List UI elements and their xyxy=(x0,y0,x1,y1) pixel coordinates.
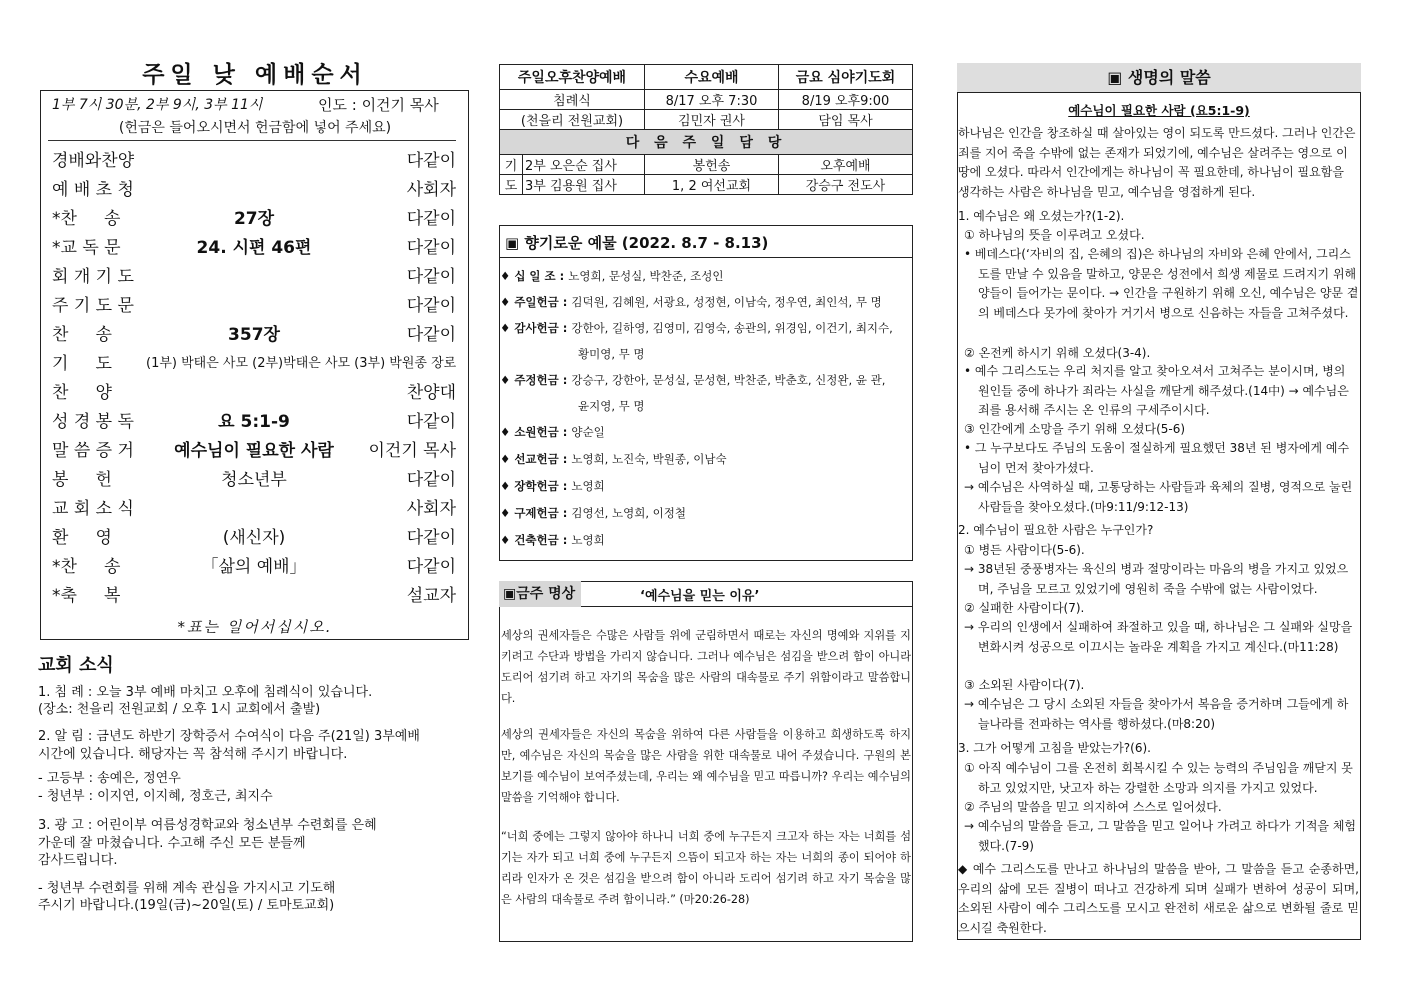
order-performer: 다같이 xyxy=(406,557,456,577)
point-1b-body: • 예수 그리스도는 우리 처지를 알고 찾아오셔서 고쳐주는 분이시며, 병의 원인들 중에 하나가 죄라는 사실을 깨닫게 해주셨다.(14中) → 예수님은 죄를 용서해 주시는 온 인류의 구세주이시다. xyxy=(964,364,1349,417)
prayer-detail: (1부) 박태은 사모 (2부)박태은 사모 (3부) 박원종 장로 xyxy=(146,356,457,371)
order-label: 예 배 초 청 xyxy=(52,180,134,200)
point-2b: ② 실패한 사람이다(7). xyxy=(964,601,1085,615)
header-afternoon-service: 주일오후찬양예배 xyxy=(500,65,645,90)
news-line: (장소: 천을리 전원교회 / 오후 1시 교회에서 출발) xyxy=(38,702,321,717)
meditation-scripture: “너희 중에는 그렇지 않아야 하나니 너희 중에 누구든지 크고자 하는 자는 너희를 섬기는 자가 되고 너희 중에 누구든지 으뜸이 되고자 하는 자는 너희의 종이 되어야 하리라 인자가 온 것은 섬김을 받으려 함이 아니라 도리어 섬기려 하고 자기 목숨을 많은 사람의 대속물로 주려 함이니라.” (마20:26-28) xyxy=(501,830,911,906)
order-row xyxy=(52,262,456,290)
offering-song-label: 봉헌송 xyxy=(645,155,779,175)
order-performer: 다같이 xyxy=(406,296,456,316)
offering-row: ♦ 주일헌금 : 김덕원, 김혜원, 서광요, 성정현, 이남숙, 정우연, 최인석, 무 명 xyxy=(500,295,882,309)
next-week-duty-header: 다 음 주 일 담 당 xyxy=(500,130,913,155)
offering-row: 황미영, 무 명 xyxy=(578,347,645,361)
offering-row: ♦ 구제헌금 : 김영선, 노영희, 이정철 xyxy=(500,506,686,520)
section-1-title: 1. 예수님은 왜 오셨는가?(1-2). xyxy=(958,209,1125,223)
order-divider xyxy=(48,140,456,141)
order-label: 경배와찬양 xyxy=(52,151,135,171)
worship-order-title: 주일 낮 예배순서 xyxy=(142,62,368,88)
news-line: - 고등부 : 송예은, 정연우 xyxy=(38,771,181,786)
news-line: 1. 침 례 : 오늘 3부 예배 마치고 오후에 침례식이 있습니다. xyxy=(38,685,373,700)
order-performer: 다같이 xyxy=(406,412,456,432)
order-performer: 설교자 xyxy=(406,586,456,606)
section-3-title: 3. 그가 어떻게 고침을 받았는가?(6). xyxy=(958,741,1151,755)
offering-row: 윤지영, 무 명 xyxy=(578,399,645,413)
order-row xyxy=(52,494,456,522)
offering-row: ♦ 십 일 조 : 노영희, 문성실, 박찬준, 조성인 xyxy=(500,269,724,283)
point-1a: ① 하나님의 뜻을 이루려고 오셨다. xyxy=(964,228,1145,242)
order-label: 주 기 도 문 xyxy=(52,296,134,316)
news-line: 감사드립니다. xyxy=(38,853,118,868)
news-line: - 청년부 : 이지연, 이지혜, 정호근, 최지수 xyxy=(38,789,273,804)
point-3b: ② 주님의 말씀을 믿고 의지하여 스스로 일어섰다. xyxy=(964,800,1222,814)
offering-row: ♦ 주정헌금 : 강승구, 강한아, 문성실, 문성현, 박찬준, 박춘호, 신정완, 윤 관, xyxy=(500,373,886,387)
order-performer: 다같이 xyxy=(406,209,456,229)
news-line: - 청년부 수련회를 위해 계속 관심을 가지시고 기도해 xyxy=(38,881,336,896)
point-2c: ③ 소외된 사람이다(7). xyxy=(964,678,1085,692)
point-1a-body: • 베데스다(‘자비의 집, 은혜의 집)은 하나님의 자비와 은혜 안에서, 그리스도를 만날 수 있음을 말하고, 양문은 성전에서 희생 제물로 드려지기 위해 양들이 들어가는 문이다. → 인간을 구원하기 위해 오신, 예수님은 양문 곁의 베데스다 못가에 찾아가 거기서 병으로 신음하는 자들을 고쳐주셨다. xyxy=(964,247,1359,320)
point-2a: ① 병든 사람이다(5-6). xyxy=(964,543,1085,557)
offering-row: ♦ 감사헌금 : 강한아, 길하영, 김영미, 김영숙, 송관의, 위경임, 이건기, 최지수, xyxy=(500,321,893,335)
order-item: 요 5:1-9 xyxy=(218,412,290,432)
order-performer: 다같이 xyxy=(406,528,456,548)
order-row xyxy=(52,233,456,261)
point-2a-body: → 38년된 중풍병자는 육신의 병과 절망이라는 마음의 병을 가지고 있었으며, 주님을 모르고 있었기에 영원히 죽을 수밖에 없는 사람이었다. xyxy=(964,562,1349,596)
order-row xyxy=(52,175,456,203)
meditation-paragraph: 세상의 권세자들은 수많은 사람들 위에 군림하면서 때로는 자신의 명예와 지위를 지키려고 수단과 방법을 가리지 않습니다. 그러나 예수님은 섬김을 받으려 함이 아니라 도리어 섬기려 하고 자기의 목숨을 많은 사람의 대속물로 주기 위함이라고 말씀합니다. xyxy=(501,629,911,705)
order-row xyxy=(52,349,456,377)
offering-row: ♦ 소원헌금 : 양순일 xyxy=(500,425,605,439)
meditation-title: ‘예수님을 믿는 이유’ xyxy=(640,589,760,604)
wednesday-service-leader: 김민자 권사 xyxy=(645,110,779,130)
order-label: *축 복 xyxy=(52,586,121,606)
order-item: 27장 xyxy=(233,209,275,229)
news-line: 가운데 잘 마쳤습니다. 수고해 주신 모든 분들께 xyxy=(38,836,306,851)
order-performer: 다같이 xyxy=(406,151,456,171)
point-1c: ③ 인간에게 소망을 주기 위해 오셨다(5-6) xyxy=(964,422,1186,436)
point-3a: ① 아직 예수님이 그를 온전히 회복시킬 수 있는 능력의 주님임을 깨닫지 못하고 있었지만, 낫고자 하는 강렬한 소망과 의지를 가지고 있었다. xyxy=(964,761,1353,795)
offerings-title: ▣ 향기로운 예물 (2022. 8.7 - 8.13) xyxy=(505,234,769,252)
service-times: 1부 7시 30분, 2부 9시, 3부 11시 xyxy=(52,97,263,113)
order-label: 교 회 소 식 xyxy=(52,499,134,519)
sermon-subtitle: 예수님이 필요한 사람 (요5:1-9) xyxy=(1068,103,1250,118)
offering-row: ♦ 선교헌금 : 노영희, 노진숙, 박원종, 이남숙 xyxy=(500,452,727,466)
order-performer: 사회자 xyxy=(406,499,456,519)
order-performer: 다같이 xyxy=(406,325,456,345)
order-row xyxy=(52,465,456,493)
order-label: *찬 송 xyxy=(52,209,121,229)
afternoon-service-place: (천을리 전원교회) xyxy=(500,110,645,130)
offering-song-team: 1, 2 여선교회 xyxy=(645,175,779,195)
order-label: *교 독 문 xyxy=(52,238,121,258)
service-leader: 인도 : 이건기 목사 xyxy=(318,96,439,114)
point-2b-body: → 우리의 인생에서 실패하여 좌절하고 있을 때, 하나님은 그 실패와 실망을 변화시켜 성공으로 이끄시는 놀라운 계획을 가지고 계신다.(마11:28) xyxy=(964,620,1353,654)
order-row xyxy=(52,204,456,232)
church-news-heading: 교회 소식 xyxy=(38,655,114,676)
friday-prayer-time: 8/19 오후9:00 xyxy=(779,90,913,110)
order-item: 청소년부 xyxy=(221,470,287,490)
news-line: 2. 알 림 : 금년도 하반기 장학증서 수여식이 다음 주(21일) 3부예배 xyxy=(38,729,420,744)
order-item: 24. 시편 46편 xyxy=(196,238,312,258)
duty-2nd-service: 2부 오은순 집사 xyxy=(523,155,645,175)
duty-3rd-service: 3부 김용원 집사 xyxy=(523,175,645,195)
order-row xyxy=(52,436,456,464)
order-row xyxy=(52,407,456,435)
point-1b: ② 온전케 하시기 위해 오셨다(3-4). xyxy=(964,346,1151,360)
meditation-label: ▣금주 명상 xyxy=(499,581,581,607)
point-2c-body: → 예수님은 그 당시 소외된 자들을 찾아가서 복음을 증거하며 그들에게 하늘나라를 전파하는 역사를 행하셨다.(마8:20) xyxy=(964,697,1349,731)
offering-row: ♦ 건축헌금 : 노영희 xyxy=(500,533,605,547)
order-item: 「삶의 예배」 xyxy=(201,557,307,577)
sermon-closing: ◆ 예수 그리스도를 만나고 하나님의 말씀을 받아, 그 말씀을 듣고 순종하면, 우리의 삶에 모든 질병이 떠나고 건강하게 되며 실패가 변하여 성공이 되며, 소외된 사람이 예수 그리스도를 모시고 완전히 새로운 삶으로 변화될 줄로 믿으시길 축원한다. xyxy=(958,862,1359,935)
word-of-life-heading: ▣ 생명의 말씀 xyxy=(957,63,1361,93)
order-item: 357장 xyxy=(228,325,280,345)
offering-note: (헌금은 들어오시면서 헌금함에 넣어 주세요) xyxy=(118,120,392,136)
order-label: 환 영 xyxy=(52,528,112,548)
friday-prayer-leader: 담임 목사 xyxy=(779,110,913,130)
point-3b-body: → 예수님의 말씀을 듣고, 그 말씀을 믿고 일어나 가려고 하다가 기적을 체험했다.(7-9) xyxy=(964,819,1356,853)
order-label: *찬 송 xyxy=(52,557,121,577)
order-row xyxy=(52,378,456,406)
order-item: (새신자) xyxy=(222,528,286,548)
order-label: 찬 송 xyxy=(52,325,112,345)
sermon-title: 예수님이 필요한 사람 xyxy=(174,441,334,461)
news-line: 3. 광 고 : 어린이부 여름성경학교와 청소년부 수련회를 은혜 xyxy=(38,818,377,833)
order-row xyxy=(52,523,456,551)
order-label: 회 개 기 도 xyxy=(52,267,134,287)
order-row xyxy=(52,581,456,609)
header-friday-prayer: 금요 심야기도회 xyxy=(779,65,913,90)
order-row xyxy=(52,552,456,580)
stand-note: *표는 일어서십시오. xyxy=(177,618,333,636)
order-label: 찬 양 xyxy=(52,383,112,403)
sermon-intro: 하나님은 인간을 창조하실 때 살아있는 영이 되도록 만드셨다. 그러나 인간은 죄를 지어 죽을 수밖에 없는 존재가 되었기에, 예수님은 살려주는 영으로 이땅에 오셨다. 따라서 인간에게는 하나님이 꼭 필요한데, 하나님이 필요함을 생각하는 사람은 하나님을 믿고, 예수님을 영접하게 된다. xyxy=(958,126,1356,199)
order-performer: 이건기 목사 xyxy=(368,441,456,461)
order-performer: 찬양대 xyxy=(406,383,456,403)
order-row xyxy=(52,291,456,319)
order-label: 기 도 xyxy=(52,354,112,374)
services-table xyxy=(499,64,913,195)
news-line: 시간에 있습니다. 해당자는 꼭 참석해 주시기 바랍니다. xyxy=(38,747,348,762)
wednesday-service-time: 8/17 오후 7:30 xyxy=(645,90,779,110)
order-performer: 다같이 xyxy=(406,267,456,287)
order-label: 말 씀 증 거 xyxy=(52,441,134,461)
order-label: 봉 헌 xyxy=(52,470,112,490)
section-2-title: 2. 예수님이 필요한 사람은 누구인가? xyxy=(958,523,1154,537)
offering-row: ♦ 장학헌금 : 노영희 xyxy=(500,479,605,493)
order-performer: 다같이 xyxy=(406,238,456,258)
afternoon-service-event: 침례식 xyxy=(500,90,645,110)
prayer-label: 도 xyxy=(500,175,523,195)
meditation-paragraph: 세상의 권세자들은 자신의 목숨을 위하여 다른 사람들을 이용하고 희생하도록 하지만, 예수님은 자신의 목숨을 많은 사람을 위한 대속물로 내어 주셨습니다. 구원의 본보기를 예수님이 보여주셨는데, 우리는 왜 예수님을 믿고 따릅니까? 우리는 예수님의 말씀을 기억해야 합니다. xyxy=(501,728,911,804)
order-label: 성 경 봉 독 xyxy=(52,412,134,432)
header-wednesday-service: 수요예배 xyxy=(645,65,779,90)
order-performer: 다같이 xyxy=(406,470,456,490)
afternoon-service-label: 오후예배 xyxy=(779,155,913,175)
point-1c-body: • 그 누구보다도 주님의 도움이 절실하게 필요했던 38년 된 병자에게 예수님이 먼저 찾아가셨다. xyxy=(964,441,1350,475)
order-row xyxy=(52,320,456,348)
prayer-label: 기 xyxy=(500,155,523,175)
point-1c-arrow: → 예수님은 사역하실 때, 고통당하는 사람들과 육체의 질병, 영적으로 눌린 사람들을 찾아오셨다.(마9:11/9:12-13) xyxy=(964,480,1353,514)
afternoon-service-leader: 강승구 전도사 xyxy=(779,175,913,195)
news-line: 주시기 바랍니다.(19일(금)~20일(토) / 토마토교회) xyxy=(38,898,335,913)
order-performer: 사회자 xyxy=(406,180,456,200)
order-row xyxy=(52,146,456,174)
